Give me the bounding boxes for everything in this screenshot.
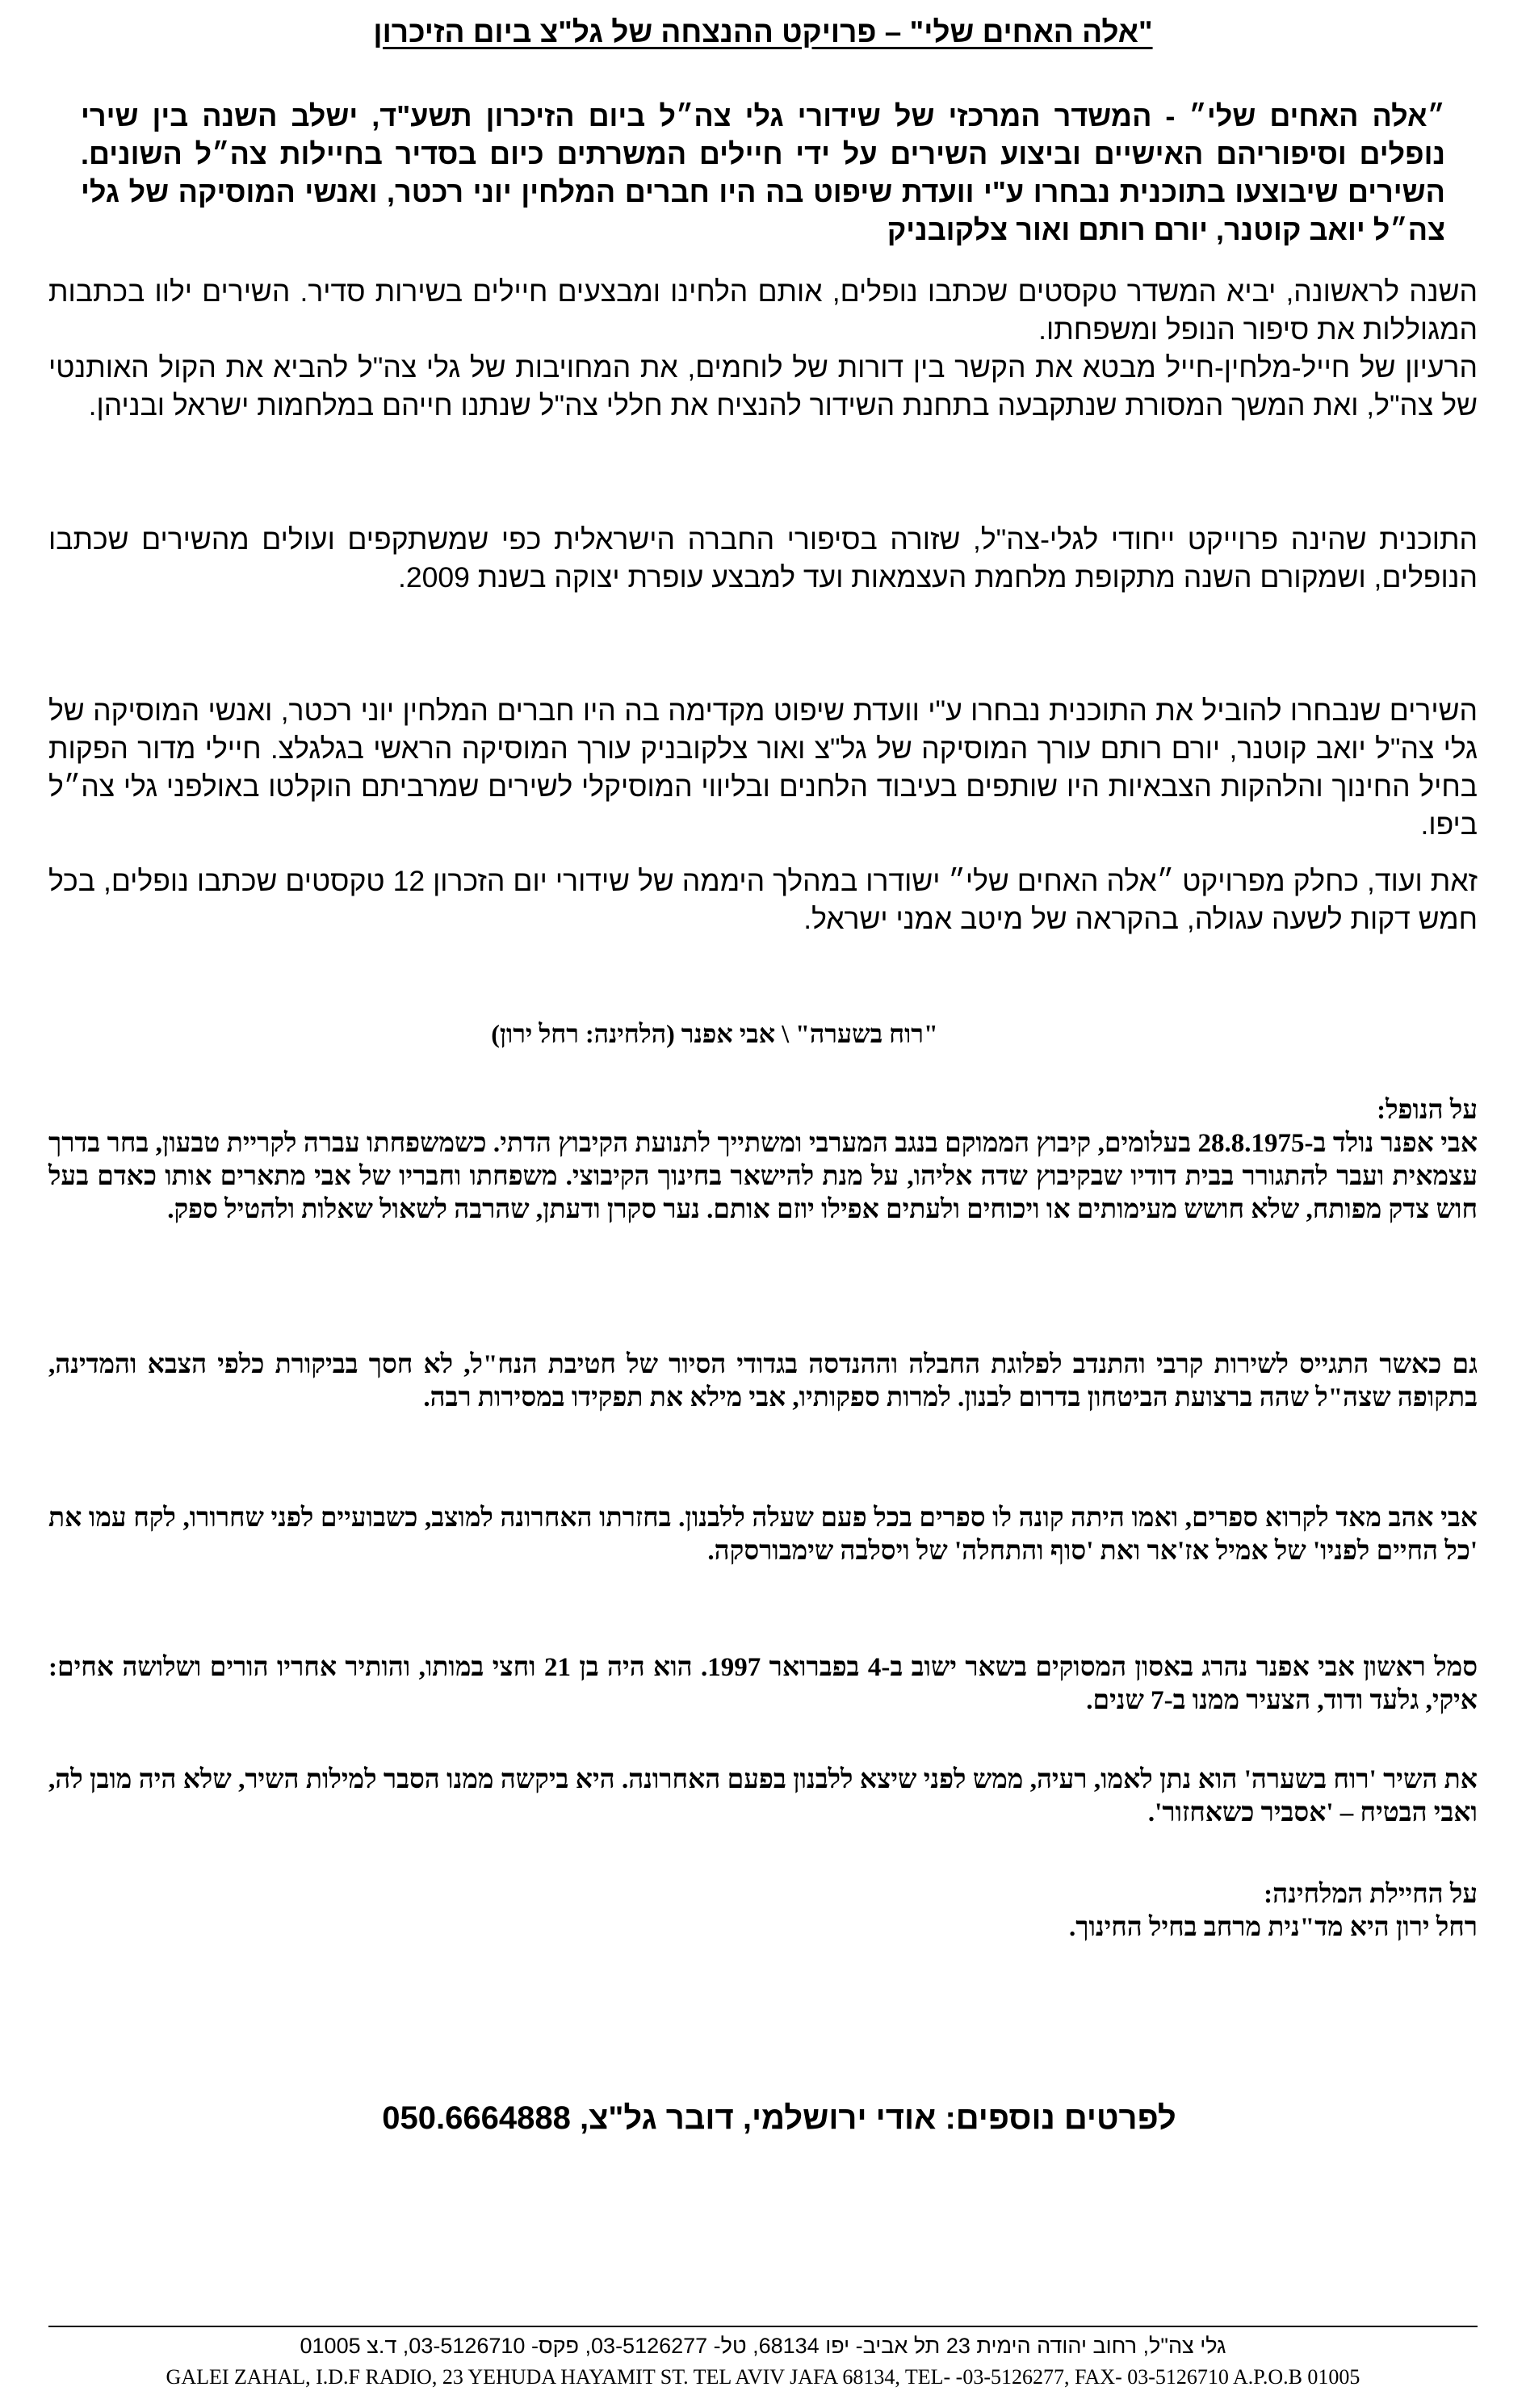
intro-paragraph: ״אלה האחים שלי״ - המשדר המרכזי של שידורי גלי צה״ל ביום הזיכרון תשע"ד, ישלב השנה בין שירי נופלים וסיפוריהם האישיים וביצוע השירים על ידי חיילים המשרתים כיום בסדיר בחיילות צה״ל השונים. השירים שיבוצעו בתוכנית נבחרו ע"י וועדת שיפוט בה היו חברים המלחין יוני רכטר, ואנשי המוסיקה של גלי צה״ל יואב קוטנר, יורם רותם ואור צלקובניק [81, 99, 1445, 246]
press-release-page [48, 0, 1478, 2408]
footer-address-english: GALEI ZAHAL, I.D.F RADIO, 23 YEHUDA HAYAMIT ST. TEL AVIV JAFA 68134, TEL- -03-5126277, FAX- 03-5126710 A.P.O.B 01005 [166, 2365, 1360, 2389]
footer-address-hebrew: גלי צה"ל, רחוב יהודה הימית 23 תל אביב- יפו 68134, טל- 03-5126277, פקס- 03-5126710, ד.צ 01005 [300, 2334, 1226, 2358]
bio-paragraph-birth: אבי אפנר נולד ב-28.8.1975 בעלומים, קיבוץ הממוקם בנגב המערבי ומשתייך לתנועת הקיבוץ הדתי. כשמשפחתו עברה לקריית טבעון, בחר בדרך עצמאית ועבר להתגורר בבית דודיו שבקיבוץ שדה אליהו, על מנת להישאר בחינוך הקיבוצי. משפחתו וחבריו של אבי מתארים אותו כאדם בעל חוש צדק מפותח, שלא חושש מעימותים או ויכוחים ולעתים אפילו יוזם אותם. נער סקרן ודעתן, שהרבה לשאול שאלות ולהטיל ספק. [48, 1129, 1478, 1224]
contact-line: לפרטים נוספים: אודי ירושלמי, דובר גל"צ, 050.6664888 [382, 2100, 1176, 2136]
bio-paragraph-song: את השיר 'רוח בשערה' הוא נתן לאמו, רעיה, ממש לפני שיצא ללבנון בפעם האחרונה. היא ביקשה ממנו הסבר למילות השיר, שלא היה מובן לה, ואבי הבטיח – 'אסביר כשאחזור'. [48, 1765, 1478, 1827]
song-title: "רוח בשערה" \ אבי אפנר (הלחינה: רחל ירון) [491, 1019, 938, 1048]
composer-text: רחל ירון היא מד"נית מרחב בחיל החינוך. [1068, 1913, 1478, 1942]
body-paragraph-concept: הרעיון של חייל-מלחין-חייל מבטא את הקשר בין דורות של לוחמים, את המחויבות של גלי צה"ל להביא את הקול האותנטי של צה"ל, ואת המשך המסורת שנתקבעה בתחנת השידור להנציח את חללי צה"ל שנתנו חייהם במלחמות ישראל ובניהן. [48, 351, 1478, 422]
bio-paragraph-service: גם כאשר התגייס לשירות קרבי והתנדב לפלוגת החבלה וההנדסה בגדודי הסיור של חטיבת הנח"ל, לא חסך בביקורת כלפי הצבא והמדינה, בתקופה שצה"ל שהה ברצועת הביטחון בדרום לבנון. למרות ספקותיו, אבי מילא את תפקידו במסירות רבה. [48, 1350, 1478, 1412]
bio-paragraph-books: אבי אהב מאד לקרוא ספרים, ואמו היתה קונה לו ספרים בכל פעם שעלה ללבנון. בחזרתו האחרונה למוצב, כשבועיים לפני שחרורו, לקח עמו את 'כל החיים לפניו' של אמיל אז'אר ואת 'סוף והתחלה' של ויסלבה שימבורסקה. [48, 1504, 1478, 1566]
composer-heading: על החיילת המלחינה: [1264, 1880, 1478, 1909]
about-fallen-heading: על הנופל: [1377, 1096, 1478, 1125]
body-paragraph-first-year: השנה לראשונה, יביא המשדר טקסטים שכתבו נופלים, אותם הלחינו ומבצעים חיילים בשירות סדיר. השירים ילוו בכתבות המגוללות את סיפור הנופל ומשפחתו. [48, 275, 1478, 346]
body-paragraph-program: התוכנית שהינה פרוייקט ייחודי לגלי-צה"ל, שזורה בסיפורי החברה הישראלית כפי שמשתקפים ועולים מהשירים שכתבו הנופלים, ושמקורם השנה מתקופת מלחמת העצמאות ועד למבצע עופרת יצוקה בשנת 2009. [48, 523, 1478, 594]
document-title: "אלה האחים שלי" – פרויקט ההנצחה של גל"צ ביום הזיכרון [373, 15, 1153, 48]
bio-paragraph-death: סמל ראשון אבי אפנר נהרג באסון המסוקים בשאר ישוב ב-4 בפברואר 1997. הוא היה בן 21 וחצי במותו, והותיר אחריו הורים ושלושה אחים: איקי, גלעד ודוד, הצעיר ממנו ב-7 שנים. [48, 1653, 1478, 1715]
footer-divider [48, 2326, 1478, 2327]
body-paragraph-selection: השירים שנבחרו להוביל את התוכנית נבחרו ע"י וועדת שיפוט מקדימה בה היו חברים המלחין יוני רכטר, ואנשי המוסיקה של גלי צה"ל יואב קוטנר, יורם רותם עורך המוסיקה של גל"צ ואור צלקובניק עורך המוסיקה הראשי בגלגלצ. חיילי מדור הפקות בחיל החינוך והלהקות הצבאיות היו שותפים בעיבוד הלחנים ובליווי המוסיקלי לשירים שמרביתם הוקלטו באולפני גלי צה״ל ביפו. [48, 694, 1478, 841]
body-paragraph-broadcast: זאת ועוד, כחלק מפרויקט ״אלה האחים שלי״ ישודרו במהלך היממה של שידורי יום הזכרון 12 טקסטים שכתבו נופלים, בכל חמש דקות לשעה עגולה, בהקראה של מיטב אמני ישראל. [48, 865, 1478, 935]
